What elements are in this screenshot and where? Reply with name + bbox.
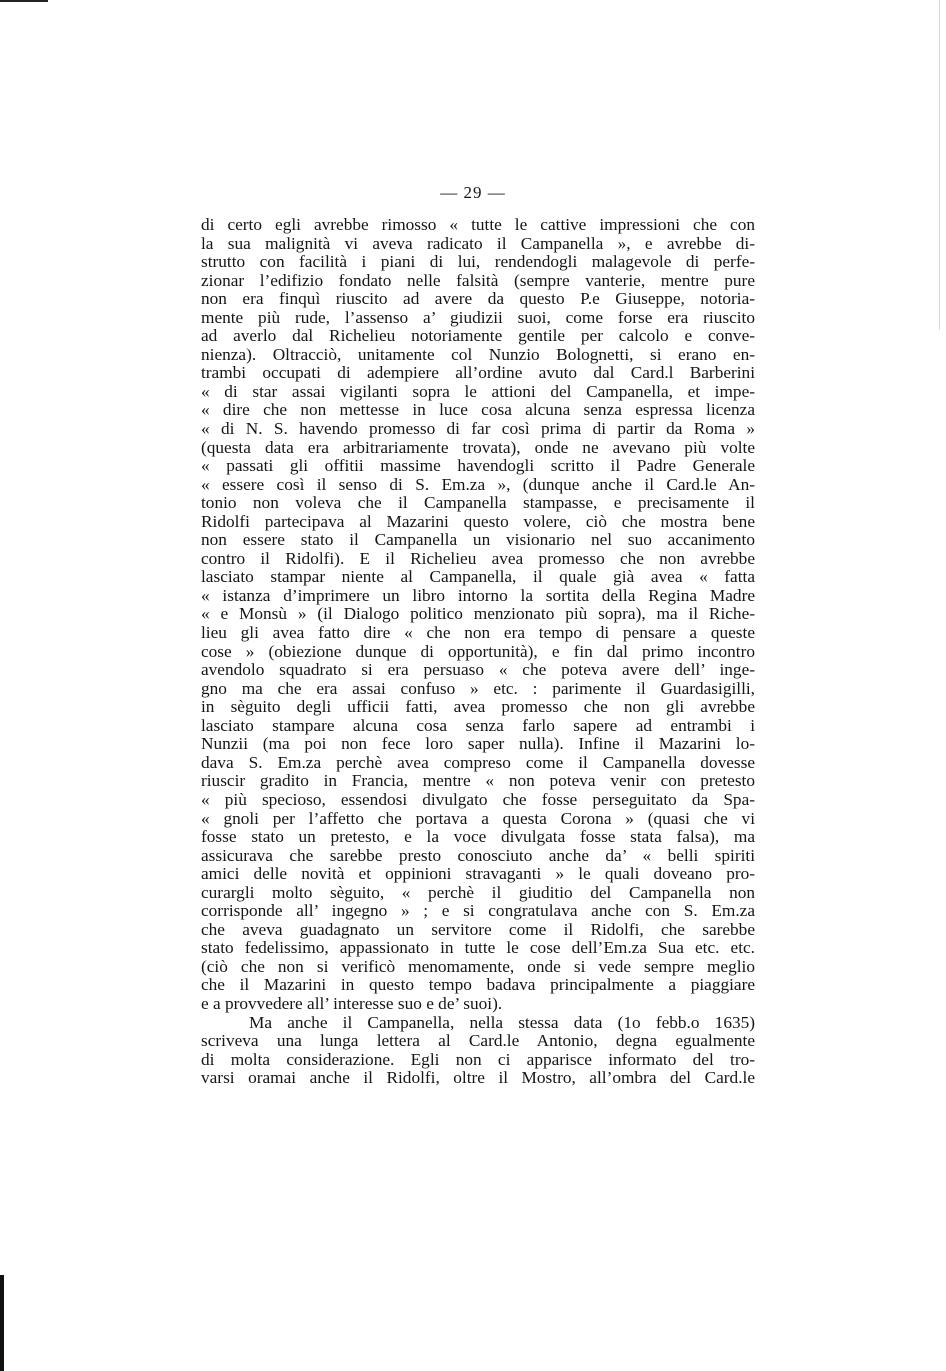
text-line: in sèguito degli ufficii fatti, avea promesso che non gli avrebbe	[201, 698, 755, 717]
text-line: di molta considerazione. Egli non ci apparisce informato del tro-	[201, 1050, 755, 1069]
text-line: tonio non voleva che il Campanella stampasse, e precisamente il	[201, 494, 755, 513]
text-line: che aveva guadagnato un servitore come il Ridolfi, che sarebbe	[201, 920, 755, 939]
text-line: contro il Ridolfi). E il Richelieu avea promesso che non avrebbe	[201, 549, 755, 568]
text-line: assicurava che sarebbe presto conosciuto anche da’ « belli spiriti	[201, 846, 755, 865]
text-line: stato fedelissimo, appassionato in tutte le cose dell’Em.za Sua etc. etc.	[201, 939, 755, 958]
text-line: nienza). Oltracciò, unitamente col Nunzio Bolognetti, si erano en-	[201, 345, 755, 364]
text-line: zionar l’edifizio fondato nelle falsità (sempre vanterie, mentre pure	[201, 271, 755, 290]
text-line: fosse stato un pretesto, e la voce divulgata fosse stata falsa), ma	[201, 828, 755, 847]
text-line: « essere così il senso di S. Em.za », (dunque anche il Card.le An-	[201, 475, 755, 494]
text-line: avendolo squadrato si era persuaso « che poteva avere dell’ inge-	[201, 661, 755, 680]
scan-edge-mark	[0, 1275, 4, 1371]
text-line: « più specioso, essendosi divulgato che fosse perseguitato da Spa-	[201, 790, 755, 809]
text-line: trambi occupati di adempiere all’ordine avuto dal Card.l Barberini	[201, 364, 755, 383]
text-line: strutto con facilità i piani di lui, rendendogli malagevole di perfe-	[201, 253, 755, 272]
text-line: curargli molto sèguito, « perchè il giuditio del Campanella non	[201, 883, 755, 902]
text-line: (ciò che non si verificò menomamente, onde si vede sempre meglio	[201, 957, 755, 976]
text-line: « e Monsù » (il Dialogo politico menzionato più sopra), ma il Riche-	[201, 605, 755, 624]
scan-edge-line	[939, 0, 940, 330]
text-line: di certo egli avrebbe rimosso « tutte le cattive impressioni che con	[201, 216, 755, 234]
text-line: (questa data era arbitrariamente trovata), onde ne avevano più volte	[201, 438, 755, 457]
text-line: « istanza d’imprimere un libro intorno la sortita della Regina Madre	[201, 586, 755, 605]
text-line: Ma anche il Campanella, nella stessa data (1o febb.o 1635)	[249, 1013, 755, 1032]
text-line: Nunzii (ma poi non fece loro saper nulla). Infine il Mazarini lo-	[201, 735, 755, 754]
scan-edge-mark	[0, 0, 48, 2]
text-line: amici delle novità et oppinioni stravaganti » le quali doveano pro-	[201, 865, 755, 884]
text-line: gno ma che era assai confuso » etc. : parimente il Guardasigilli,	[201, 679, 755, 698]
text-line: lieu gli avea fatto dire « che non era tempo di pensare a queste	[201, 624, 755, 643]
text-line: non era finquì riuscito ad avere da questo P.e Giuseppe, notoria-	[201, 290, 755, 309]
text-line: lasciato stampare alcuna cosa senza farlo sapere ad entrambi i	[201, 716, 755, 735]
page-number: — 29 —	[440, 183, 506, 202]
text-line: corrisponde all’ ingegno » ; e si congratulava anche con S. Em.za	[201, 902, 755, 921]
text-line: « di star assai vigilanti sopra le attioni del Campanella, et impe-	[201, 382, 755, 401]
text-line: dava S. Em.za perchè avea compreso come il Campanella dovesse	[201, 753, 755, 772]
text-line: cose » (obiezione dunque di opportunità), e fin dal primo incontro	[201, 642, 755, 661]
body-text	[201, 216, 755, 1088]
text-line: « gnoli per l’affetto che portava a questa Corona » (quasi che vi	[201, 809, 755, 828]
text-line: la sua malignità vi aveva radicato il Campanella », e avrebbe di-	[201, 234, 755, 253]
text-line: scriveva una lunga lettera al Card.le Antonio, degna egualmente	[201, 1032, 755, 1051]
text-line: che il Mazarini in questo tempo badava principalmente a piaggiare	[201, 976, 755, 995]
text-line: e a provvedere all’ interesse suo e de’ suoi).	[201, 994, 503, 1013]
text-line: non essere stato il Campanella un visionario nel suo accanimento	[201, 531, 755, 550]
text-line: varsi oramai anche il Ridolfi, oltre il Mostro, all’ombra del Card.le	[201, 1069, 755, 1088]
text-line: « passati gli offitii massime havendogli scritto il Padre Generale	[201, 457, 755, 476]
text-line: lasciato stampar niente al Campanella, il quale già avea « fatta	[201, 568, 755, 587]
text-line: mente più rude, l’assenso a’ giudizii suoi, come forse era riuscito	[201, 308, 755, 327]
text-line: Ridolfi partecipava al Mazarini questo volere, ciò che mostra bene	[201, 512, 755, 531]
text-line: riuscir gradito in Francia, mentre « non poteva venir con pretesto	[201, 772, 755, 791]
text-line: « dire che non mettesse in luce cosa alcuna senza espressa licenza	[201, 401, 755, 420]
text-line: ad averlo dal Richelieu notoriamente gentile per calcolo e conve-	[201, 327, 755, 346]
text-line: « di N. S. havendo promesso di far così prima di partir da Roma »	[201, 420, 755, 439]
